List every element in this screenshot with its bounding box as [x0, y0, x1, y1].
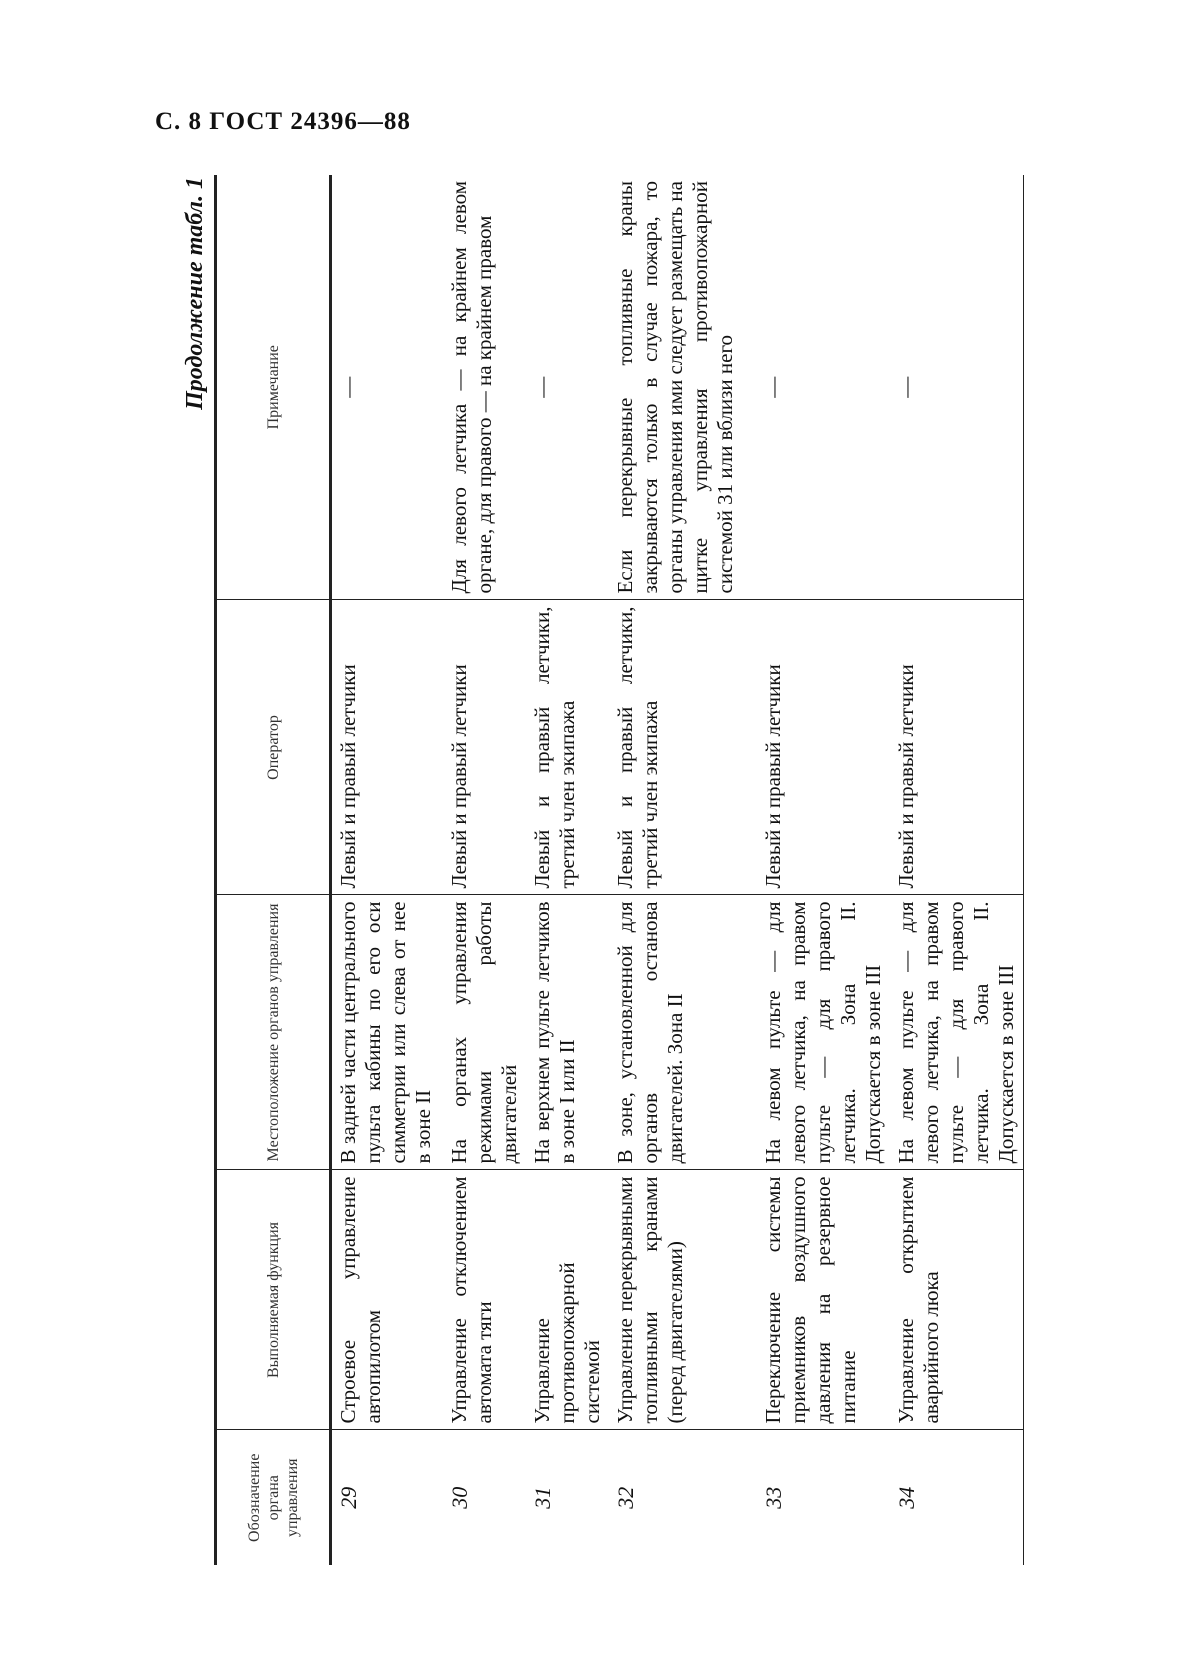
row-function: Управление противопожарной системой	[526, 1170, 609, 1430]
row-location: На органах управления режимами работы двигателей	[443, 895, 526, 1170]
note-dash: —	[893, 376, 918, 398]
table-row	[890, 175, 1024, 1565]
row-number: 33	[760, 1486, 786, 1509]
row-function: Управление открытием аварийного люка	[890, 1170, 1024, 1430]
row-function: Управление перекрывными топливными кранами (перед двигателями)	[609, 1170, 757, 1430]
column-header-designation: Обозначение органа управления	[216, 1430, 331, 1565]
row-note	[331, 175, 443, 600]
row-operator: Левый и правый летчики	[331, 600, 443, 895]
row-operator: Левый и правый летчики	[443, 600, 526, 895]
note-dash: —	[336, 376, 360, 398]
row-operator: Левый и правый летчики, третий член экипажа	[609, 600, 757, 895]
column-header-location: Местоположение органов управления	[216, 895, 331, 1170]
table-row	[331, 175, 443, 1565]
note-dash: —	[760, 376, 785, 398]
note-dash: —	[529, 376, 554, 398]
row-location: В задней части центрального пульта кабины по его оси симметрии или слева от нее в зоне II	[331, 895, 443, 1170]
row-number: 34	[890, 1430, 1024, 1565]
row-location: На верхнем пульте летчиков в зоне I или II	[526, 895, 609, 1170]
row-number: 32	[612, 1486, 638, 1509]
row-location: На левом пульте — для левого летчика, на правом пульте — для правого летчика. Зона II. Допускается в зоне III	[757, 895, 890, 1170]
controls-table	[214, 175, 1024, 1565]
row-note	[757, 175, 890, 600]
table-row	[526, 175, 609, 1565]
table-header-row	[216, 175, 331, 1565]
row-operator: Левый и правый летчики	[890, 600, 1024, 895]
row-function: Управление отключением автомата тяги	[443, 1170, 526, 1430]
row-number: 31	[529, 1486, 555, 1509]
column-header-note: Примечание	[216, 175, 331, 600]
rotated-table-block	[180, 175, 1040, 1565]
row-location: В зоне, установленной для органов останова двигателей. Зона II	[609, 895, 757, 1170]
row-location: На левом пульте — для левого летчика, на правом пульте — для правого летчика. Зона II. Допускается в зоне III	[890, 895, 1024, 1170]
row-operator: Левый и правый летчики, третий член экипажа	[526, 600, 609, 895]
row-function: Переключение системы приемников воздушного давления на резервное питание	[757, 1170, 890, 1430]
row-note	[890, 175, 1024, 600]
table-row	[609, 175, 757, 1565]
row-operator: Левый и правый летчики	[757, 600, 890, 895]
row-note	[526, 175, 609, 600]
row-number: 30	[446, 1486, 472, 1509]
table-row	[443, 175, 526, 1565]
column-header-function: Выполняемая функция	[216, 1170, 331, 1430]
row-note: Если перекрывные топливные краны закрываются только в случае пожара, то органы управления ими следует размещать на щитке управления противопожарной системой 31 или вблизи него	[609, 175, 757, 600]
table-caption: Продолжение табл. 1	[182, 177, 208, 410]
row-function: Строевое управление автопилотом	[331, 1170, 443, 1430]
table-row	[757, 175, 890, 1565]
page-header: С. 8 ГОСТ 24396—88	[155, 108, 411, 135]
column-header-operator: Оператор	[216, 600, 331, 895]
row-number: 29	[336, 1486, 361, 1509]
row-note: Для левого летчика — на крайнем левом органе, для правого — на крайнем правом	[443, 175, 526, 600]
